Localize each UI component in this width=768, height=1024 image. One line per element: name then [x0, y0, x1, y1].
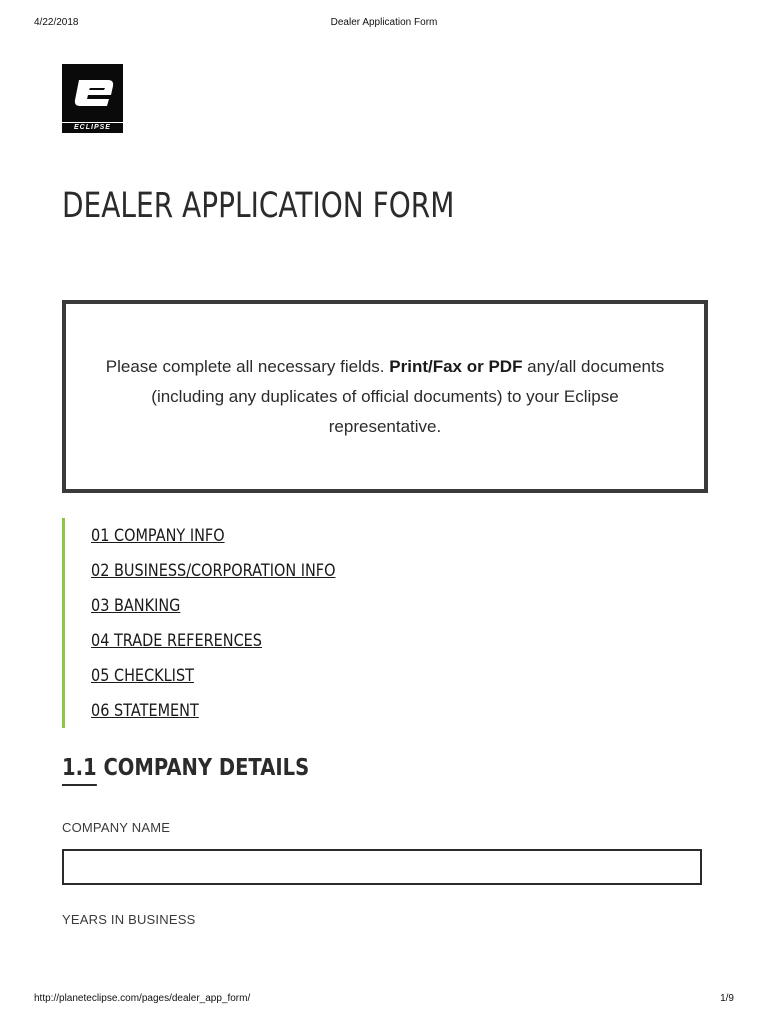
instructions-part-1: Please complete all necessary fields. [105, 357, 390, 376]
instructions-part-2: any/all documents (including any duplicates of official documents) to your Eclipse representative. [151, 357, 665, 436]
years-in-business-label: YEARS IN BUSINESS [62, 912, 196, 927]
page-title: DEALER APPLICATION FORM [62, 186, 455, 226]
logo-wordmark: ECLIPSE [62, 122, 123, 131]
table-of-contents [62, 518, 465, 728]
toc-link-company-info[interactable]: 01 COMPANY INFO [91, 526, 225, 546]
print-title: Dealer Application Form [330, 17, 438, 28]
toc-link-banking[interactable]: 03 BANKING [91, 596, 181, 616]
toc-link-business-corporation-info[interactable]: 02 BUSINESS/CORPORATION INFO [91, 561, 336, 581]
instructions-text [96, 352, 674, 442]
toc-link-checklist[interactable]: 05 CHECKLIST [91, 666, 194, 686]
print-page-number: 1/9 [720, 993, 734, 1004]
print-footer [0, 993, 768, 1007]
section-title: COMPANY DETAILS [96, 755, 310, 781]
print-header [0, 17, 768, 31]
toc-link-statement[interactable]: 06 STATEMENT [91, 701, 199, 721]
company-name-label: COMPANY NAME [62, 820, 171, 835]
print-url: http://planeteclipse.com/pages/dealer_app_form/ [34, 993, 251, 1004]
eclipse-logo[interactable] [62, 64, 123, 133]
instructions-emphasis: Print/Fax or PDF [389, 357, 523, 376]
section-heading-company-details [62, 755, 309, 781]
eclipse-e-icon [62, 64, 123, 120]
toc-link-trade-references[interactable]: 04 TRADE REFERENCES [91, 631, 262, 651]
company-name-input[interactable] [62, 849, 702, 885]
section-number: 1.1 [62, 755, 97, 786]
print-date: 4/22/2018 [34, 17, 79, 28]
instructions-box [62, 300, 708, 493]
